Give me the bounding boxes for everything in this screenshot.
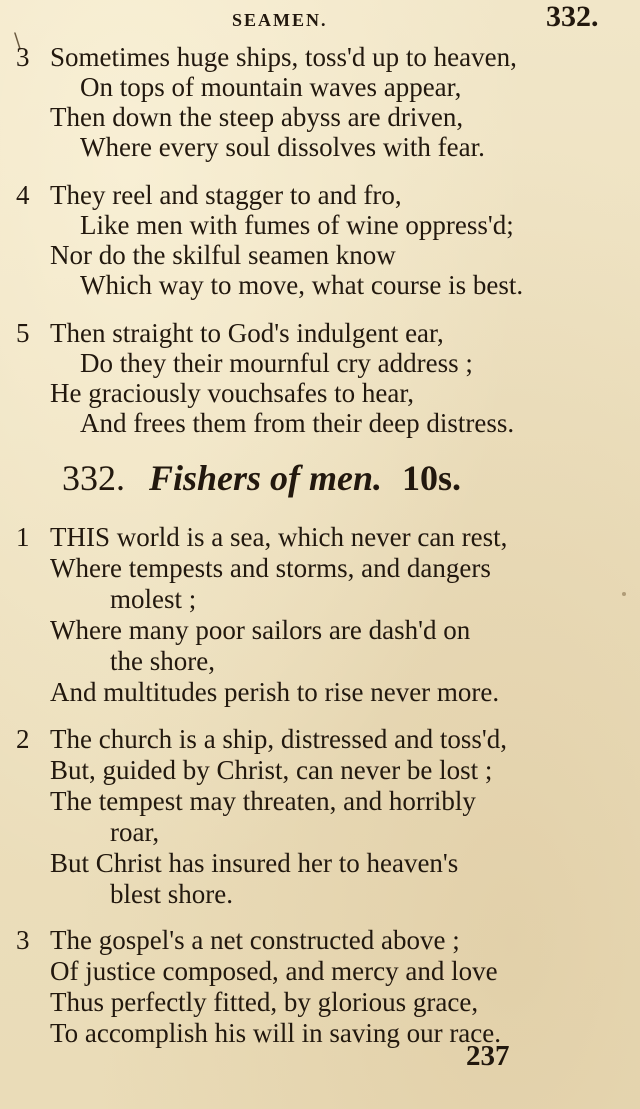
verse-line: Where every soul dissolves with fear. xyxy=(80,132,485,162)
verse-line: blest shore. xyxy=(110,879,233,909)
verse-line: Nor do the skilful seamen know xyxy=(50,240,396,270)
stanza-number: 4 xyxy=(16,180,30,210)
verse-line: roar, xyxy=(110,817,160,847)
verse-line: And multitudes perish to rise never more. xyxy=(50,677,500,707)
verse-line: But, guided by Christ, can never be lost ; xyxy=(50,755,493,785)
verse-line: Which way to move, what course is best. xyxy=(80,270,524,300)
stanza-number: 3 xyxy=(16,925,30,955)
verse-line: Where tempests and storms, and dangers xyxy=(50,553,491,583)
verse-line: The tempest may threaten, and horribly xyxy=(50,786,476,816)
verse-line: And frees them from their deep distress. xyxy=(80,408,515,438)
verse-line: But Christ has insured her to heaven's xyxy=(50,848,459,878)
running-head xyxy=(0,0,640,38)
verse-line: To accomplish his will in saving our race. xyxy=(50,1018,502,1048)
verse-line: They reel and stagger to and fro, xyxy=(50,180,402,210)
page-number-top: 332. xyxy=(546,0,599,33)
paper-speck xyxy=(622,592,626,596)
stanza-number: 5 xyxy=(16,318,30,348)
margin-mark: \ xyxy=(14,28,21,52)
stanza-number: 3 xyxy=(16,42,30,72)
stanza-number: 2 xyxy=(16,724,30,754)
verse-line: Where many poor sailors are dash'd on xyxy=(50,615,471,645)
page-number-bottom: 237 xyxy=(466,1040,510,1072)
verse-line: Do they their mournful cry address ; xyxy=(80,348,473,378)
verse-line: molest ; xyxy=(110,584,197,614)
stanza-number: 1 xyxy=(16,522,30,552)
verse-line: Then straight to God's indulgent ear, xyxy=(50,318,444,348)
hymn-meter: 10s. xyxy=(402,458,462,498)
verse-line: THIS world is a sea, which never can rest, xyxy=(50,522,508,552)
hymn-title: Fishers of men. xyxy=(149,458,383,498)
verse-line: The church is a ship, distressed and toss'd, xyxy=(50,724,508,754)
verse-line: Thus perfectly fitted, by glorious grace, xyxy=(50,987,479,1017)
verse-line: Then down the steep abyss are driven, xyxy=(50,102,464,132)
verse-line: Sometimes huge ships, toss'd up to heaven, xyxy=(50,42,517,72)
running-title: SEAMEN. xyxy=(232,10,328,30)
hymn-heading xyxy=(62,458,602,502)
verse-line: Like men with fumes of wine oppress'd; xyxy=(80,210,514,240)
hymn-number: 332. xyxy=(62,458,125,498)
verse-line: He graciously vouchsafes to hear, xyxy=(50,378,415,408)
verse-line: Of justice composed, and mercy and love xyxy=(50,956,498,986)
verse-line: On tops of mountain waves appear, xyxy=(80,72,462,102)
verse-line: The gospel's a net constructed above ; xyxy=(50,925,460,955)
verse-line: the shore, xyxy=(110,646,215,676)
